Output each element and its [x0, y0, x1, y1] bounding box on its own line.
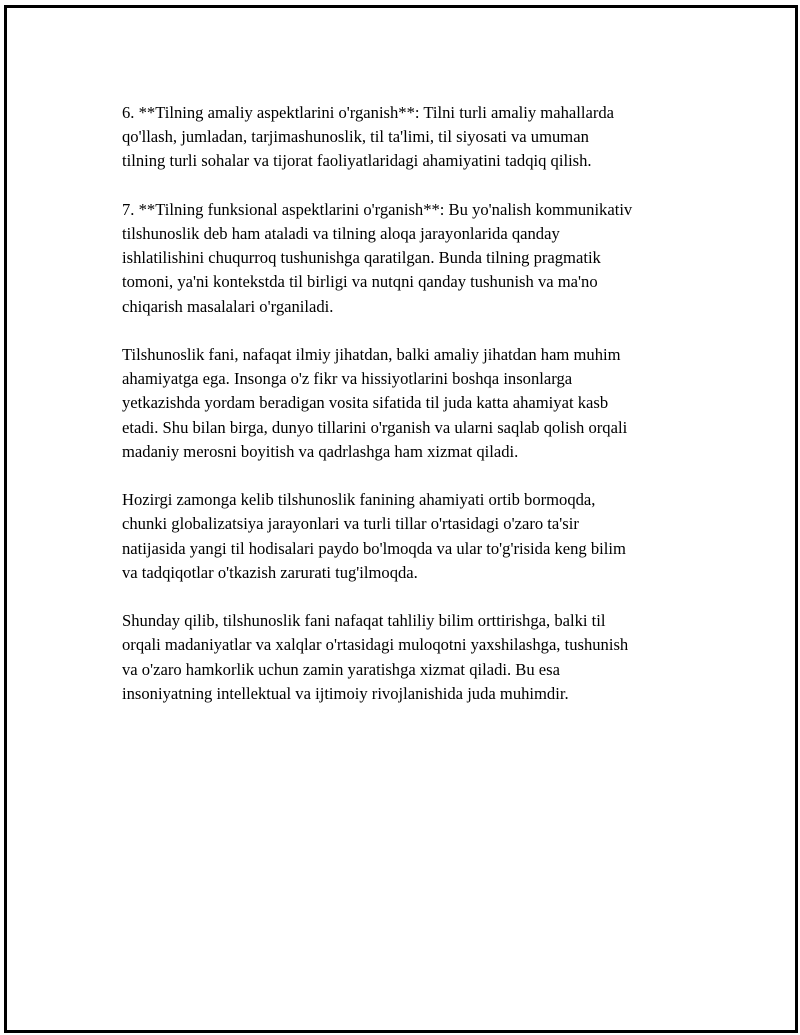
text-line: 6. **Tilning amaliy aspektlarini o'rganish**: Tilni turli amaliy mahallarda — [122, 103, 615, 122]
text-line: 7. **Tilning funksional aspektlarini o'rganish**: Bu yo'nalish kommunikativ — [122, 199, 633, 219]
text-line: ahamiyatga ega. Insonga o'z fikr va hissiyotlarini boshqa insonlarga — [122, 369, 573, 389]
text-line: insoniyatning intellektual va ijtimoiy rivojlanishida juda muhimdir. — [122, 683, 569, 703]
paragraph-conclusion — [122, 609, 702, 706]
text-line: va tadqiqotlar o'tkazish zarurati tug'ilmoqda. — [122, 562, 418, 582]
text-line: yetkazishda yordam beradigan vosita sifatida til juda katta ahamiyat kasb — [122, 393, 609, 413]
page-frame — [4, 5, 798, 1033]
text-line: etadi. Shu bilan birga, dunyo tillarini o'rganish va ularni saqlab qolish orqali — [122, 417, 628, 437]
text-line: natijasida yangi til hodisalari paydo bo'lmoqda va ular to'g'risida keng bilim — [122, 538, 626, 558]
text-line: qo'llash, jumladan, tarjimashunoslik, til ta'limi, til siyosati va umuman — [122, 127, 589, 147]
document-body — [122, 101, 702, 730]
paragraph-practical-aspects — [122, 101, 702, 174]
text-line: va o'zaro hamkorlik uchun zamin yaratishga xizmat qiladi. Bu esa — [122, 659, 560, 679]
text-line: orqali madaniyatlar va xalqlar o'rtasidagi muloqotni yaxshilashga, tushunish — [122, 635, 629, 655]
text-line: chiqarish masalalari o'rganiladi. — [122, 296, 334, 316]
text-line: tilshunoslik deb ham ataladi va tilning aloqa jarayonlarida qanday — [122, 224, 560, 243]
paragraph-modern-relevance — [122, 488, 702, 585]
paragraph-functional-aspects — [122, 198, 702, 319]
text-line: Hozirgi zamonga kelib tilshunoslik fanining ahamiyati ortib bormoqda, — [122, 490, 596, 510]
text-line: madaniy merosni boyitish va qadrlashga ham xizmat qiladi. — [122, 441, 519, 461]
text-line: tomoni, ya'ni kontekstda til birligi va nutqni qanday tushunish va ma'no — [122, 272, 598, 292]
paragraph-importance — [122, 343, 702, 464]
text-line: ishlatilishini chuqurroq tushunishga qaratilgan. Bunda tilning pragmatik — [122, 248, 601, 268]
text-line: Shunday qilib, tilshunoslik fani nafaqat tahliliy bilim orttirishga, balki til — [122, 611, 606, 631]
text-line: Tilshunoslik fani, nafaqat ilmiy jihatdan, balki amaliy jihatdan ham muhim — [122, 345, 621, 364]
text-line: chunki globalizatsiya jarayonlari va turli tillar o'rtasidagi o'zaro ta'sir — [122, 514, 579, 534]
text-line: tilning turli sohalar va tijorat faoliyatlaridagi ahamiyatini tadqiq qilish. — [122, 151, 592, 171]
